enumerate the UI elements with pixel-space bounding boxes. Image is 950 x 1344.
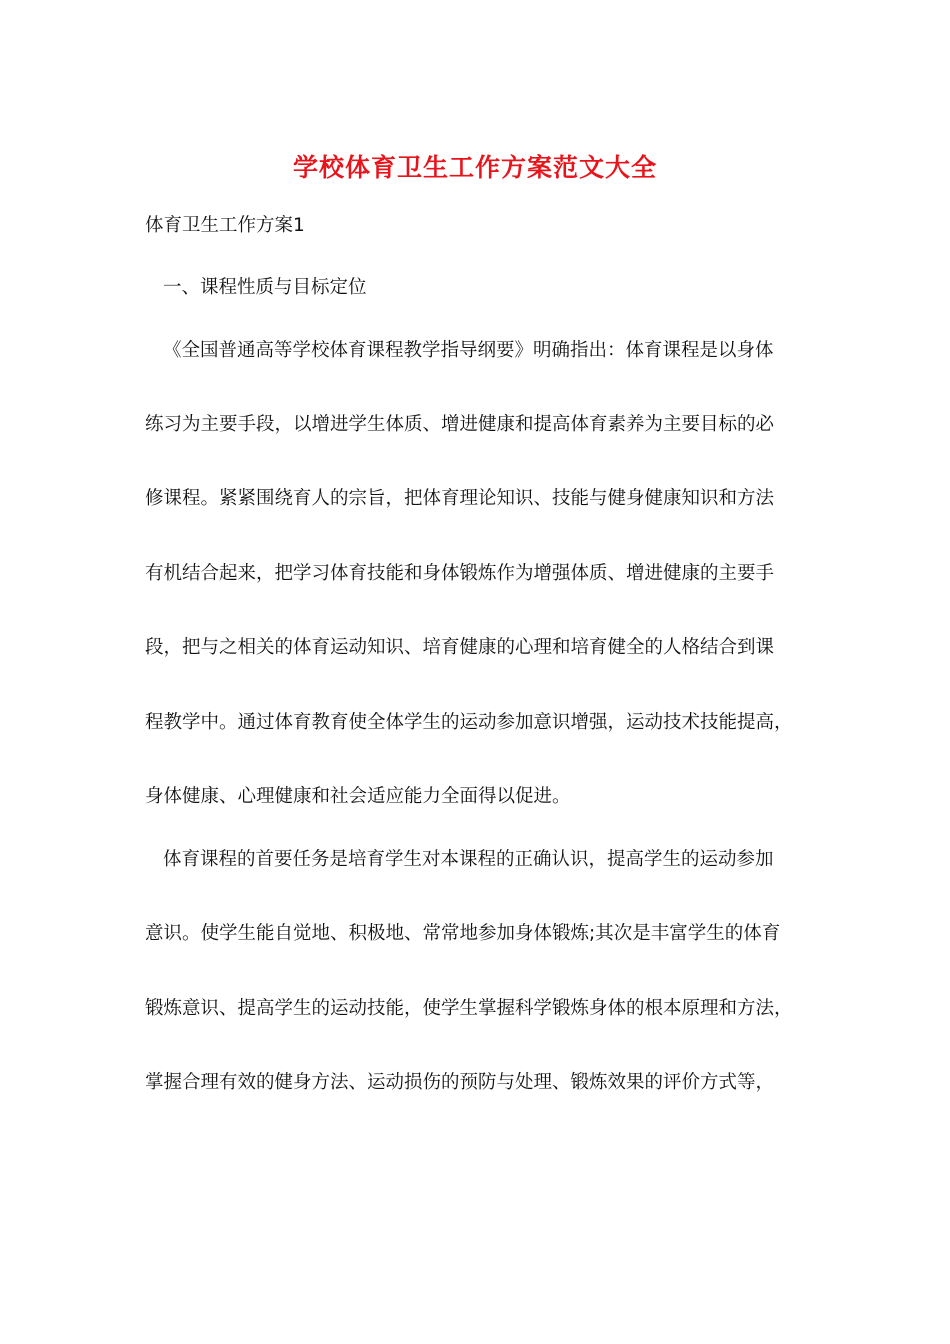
document-title: 学校体育卫生工作方案范文大全 — [292, 153, 657, 182]
paragraph-line: 体育课程的首要任务是培育学生对本课程的正确认识，提高学生的运动参加 — [163, 849, 774, 870]
paragraph-line: 程教学中。通过体育教育使全体学生的运动参加意识增强，运动技术技能提高， — [145, 712, 793, 733]
paragraph-line: 修课程。紧紧围绕育人的宗旨，把体育理论知识、技能与健身健康知识和方法 — [145, 488, 775, 509]
paragraph-line: 练习为主要手段，以增进学生体质、增进健康和提高体育素养为主要目标的必 — [145, 414, 775, 435]
paragraph-line: 掌握合理有效的健身方法、运动损伤的预防与处理、锻炼效果的评价方式等， — [145, 1072, 775, 1093]
section-heading: 一、课程性质与目标定位 — [163, 277, 367, 298]
paragraph-line: 意识。使学生能自觉地、积极地、常常地参加身体锻炼;其次是丰富学生的体育 — [145, 923, 781, 944]
paragraph-line: 段，把与之相关的体育运动知识、培育健康的心理和培育健全的人格结合到课 — [145, 637, 775, 658]
paragraph-line: 锻炼意识、提高学生的运动技能，使学生掌握科学锻炼身体的根本原理和方法， — [145, 998, 793, 1019]
paragraph-line: 身体健康、心理健康和社会适应能力全面得以促进。 — [145, 786, 571, 807]
document-subtitle: 体育卫生工作方案1 — [145, 215, 305, 236]
paragraph-line: 有机结合起来，把学习体育技能和身体锻炼作为增强体质、增进健康的主要手 — [145, 563, 775, 584]
paragraph-line: 《全国普通高等学校体育课程教学指导纲要》明确指出：体育课程是以身体 — [163, 340, 774, 361]
